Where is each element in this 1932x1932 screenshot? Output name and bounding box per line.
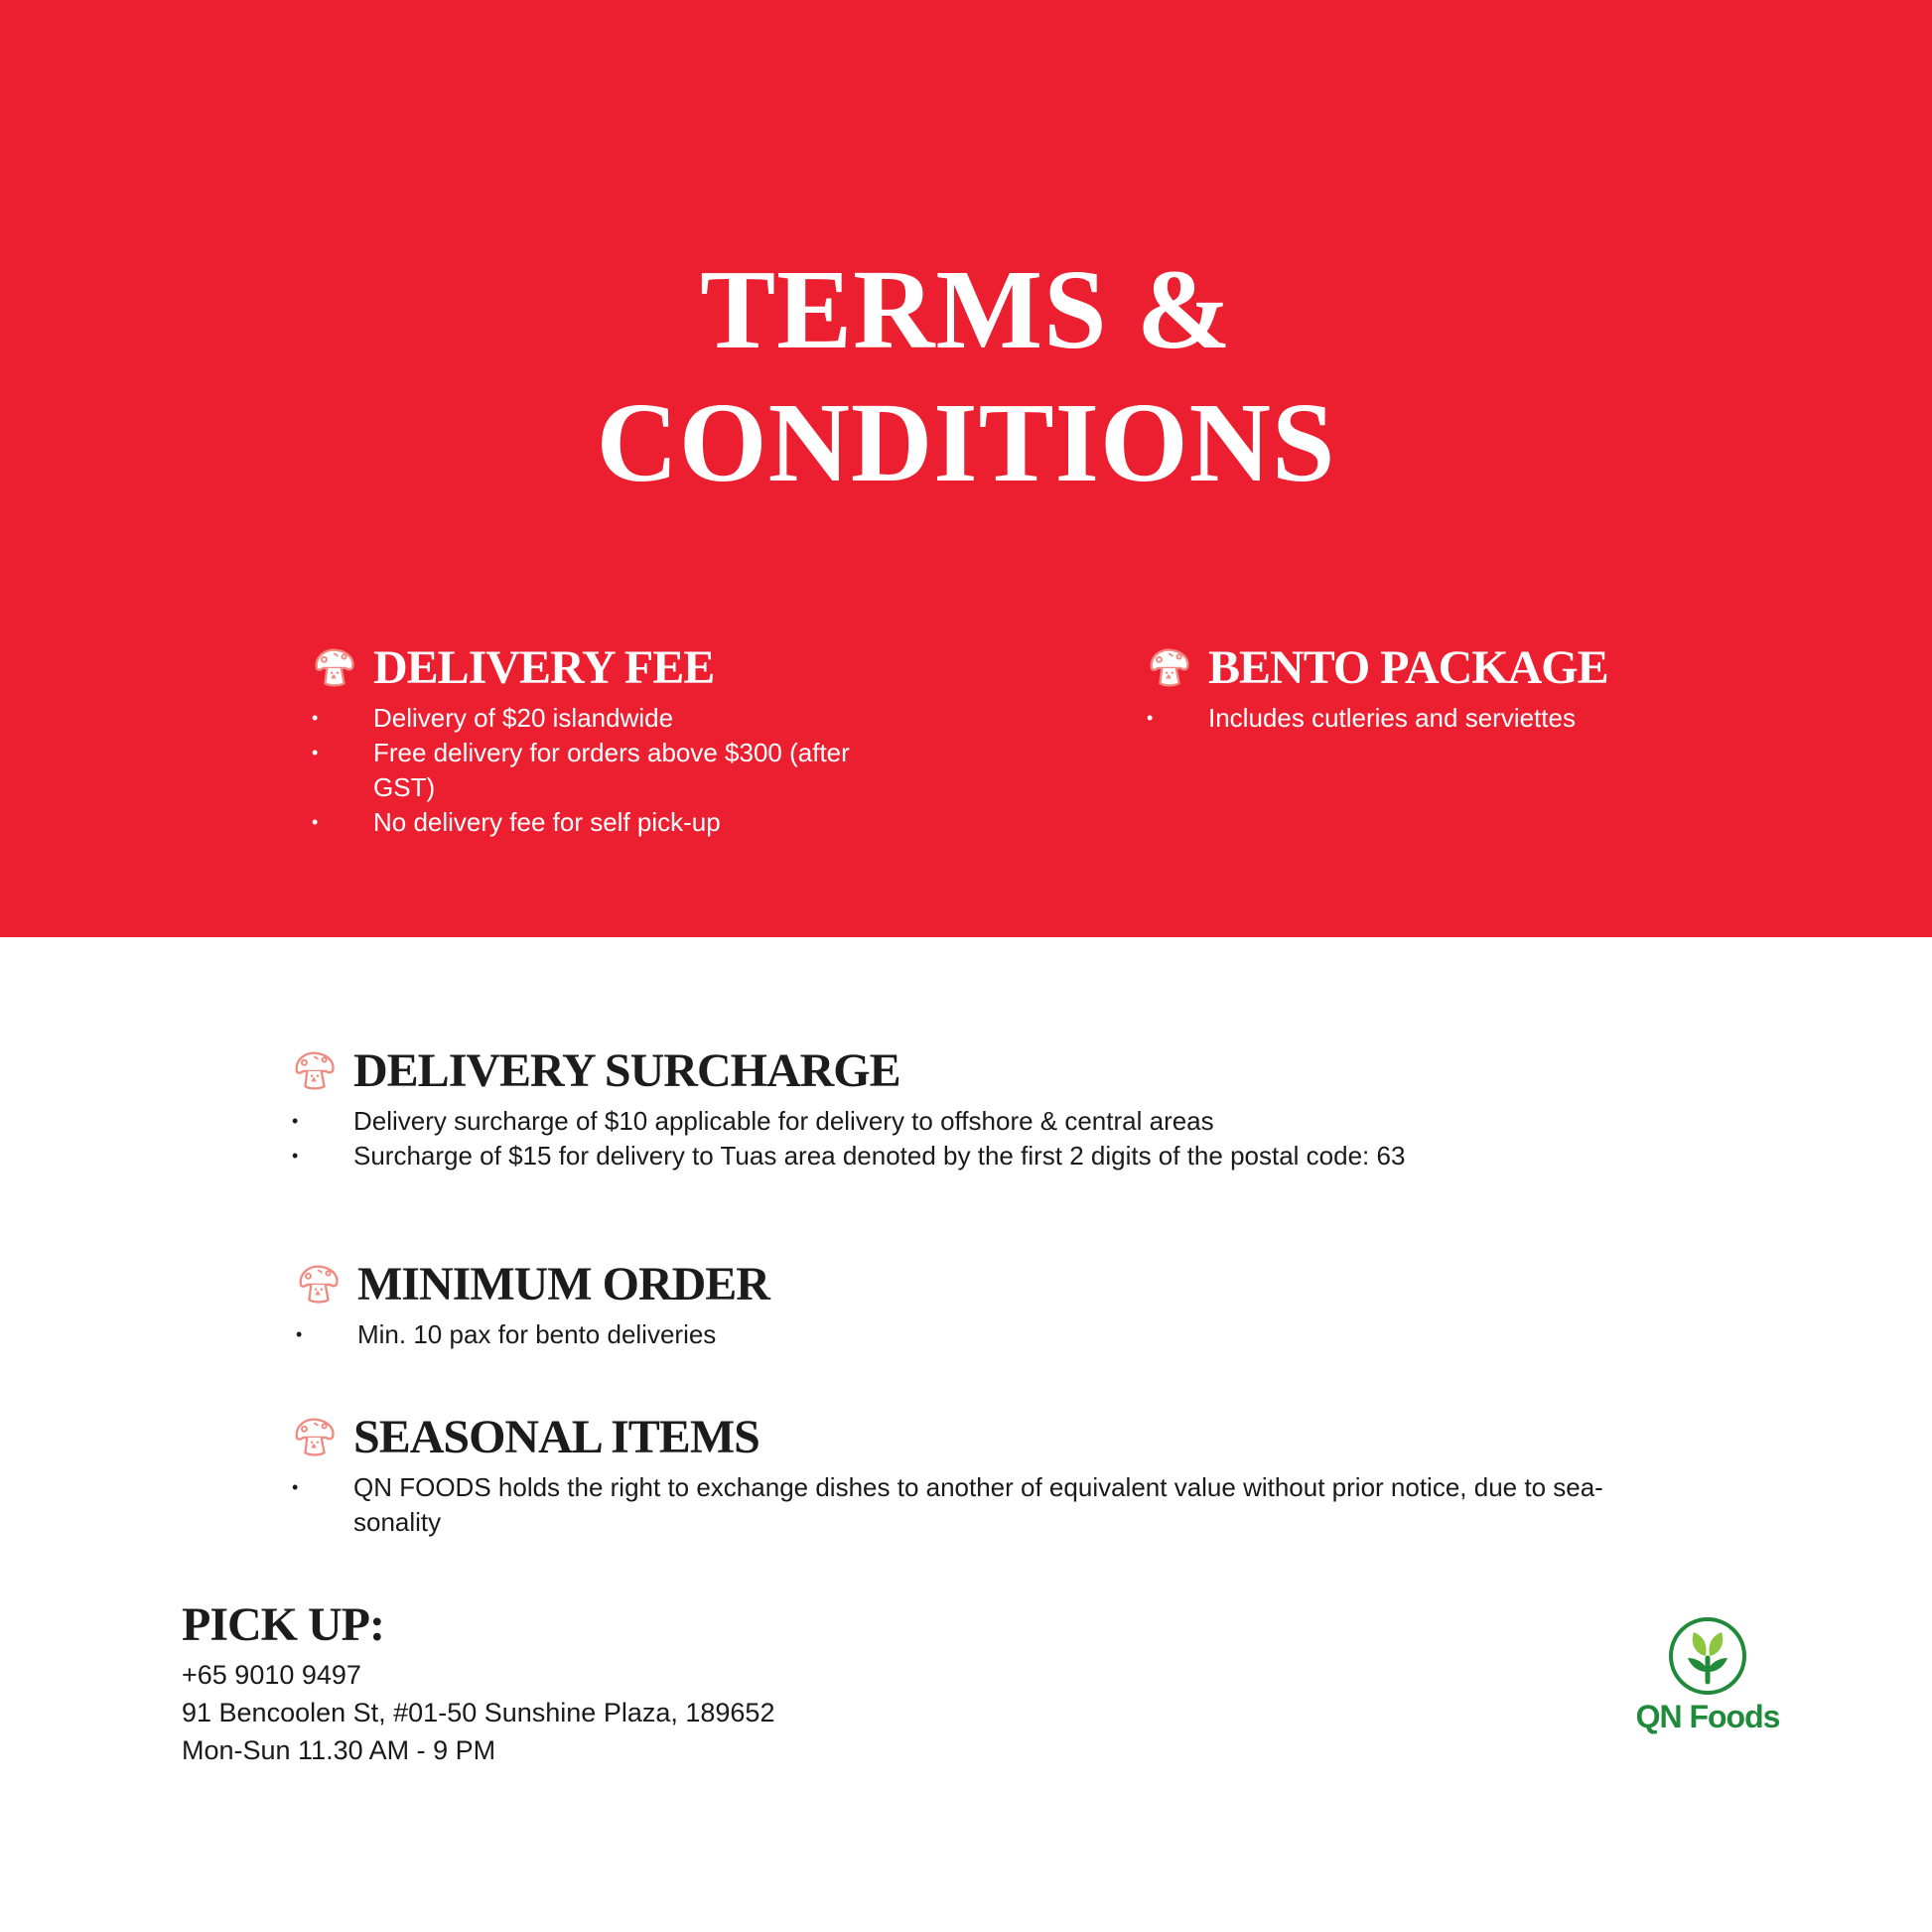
list-item: • No delivery fee for self pick-up [312, 805, 907, 840]
logo-text: QN Foods [1635, 1699, 1780, 1734]
list-item: • QN FOODS holds the right to exchange dishes to another of equivalent value without prior notice, due to sea-sonality [292, 1470, 1682, 1540]
mushroom-icon [312, 644, 357, 690]
list-item: • Delivery of $20 islandwide [312, 701, 907, 736]
mushroom-icon [292, 1047, 338, 1093]
list-item: • Includes cutleries and serviettes [1147, 701, 1802, 736]
pickup-phone: +65 9010 9497 [182, 1660, 361, 1690]
pickup-hours: Mon-Sun 11.30 AM - 9 PM [182, 1735, 496, 1765]
brand-logo [1618, 1614, 1797, 1735]
bento-package-header [1147, 639, 1802, 695]
section-title: DELIVERY SURCHARGE [353, 1043, 900, 1097]
delivery-surcharge-section [292, 1042, 1702, 1173]
mushroom-icon [1147, 644, 1192, 690]
bento-package-list [1147, 701, 1802, 736]
seasonal-items-section [292, 1409, 1682, 1540]
minimum-order-section [296, 1256, 1686, 1352]
delivery-fee-header [312, 639, 907, 695]
pickup-info [182, 1594, 774, 1769]
pickup-title: PICK UP: [182, 1598, 384, 1651]
page-title-line-2: CONDITIONS [596, 379, 1336, 505]
list-item: • Delivery surcharge of $10 applicable for delivery to offshore & central areas [292, 1104, 1702, 1139]
list-item: • Min. 10 pax for bento deliveries [296, 1317, 1686, 1352]
delivery-surcharge-list [292, 1104, 1702, 1173]
page-title [0, 243, 1932, 509]
section-title: DELIVERY FEE [373, 640, 715, 694]
minimum-order-list [296, 1317, 1686, 1352]
section-title: SEASONAL ITEMS [353, 1410, 759, 1463]
bento-package-section [1147, 639, 1802, 736]
delivery-fee-list [312, 701, 907, 840]
delivery-surcharge-header [292, 1042, 1702, 1098]
list-item: • Free delivery for orders above $300 (after GST) [312, 736, 907, 805]
mushroom-icon [296, 1261, 342, 1307]
section-title: BENTO PACKAGE [1208, 640, 1608, 694]
delivery-fee-section [312, 639, 907, 840]
minimum-order-header [296, 1256, 1686, 1311]
page-title-line-1: TERMS & [700, 246, 1232, 372]
seasonal-items-list [292, 1470, 1682, 1540]
seasonal-items-header [292, 1409, 1682, 1464]
mushroom-icon [292, 1414, 338, 1459]
section-title: MINIMUM ORDER [357, 1257, 769, 1311]
list-item: • Surcharge of $15 for delivery to Tuas area denoted by the first 2 digits of the postal code: 63 [292, 1139, 1702, 1173]
pickup-address: 91 Bencoolen St, #01-50 Sunshine Plaza, 189652 [182, 1698, 775, 1727]
sprout-leaf-icon [1666, 1614, 1749, 1698]
